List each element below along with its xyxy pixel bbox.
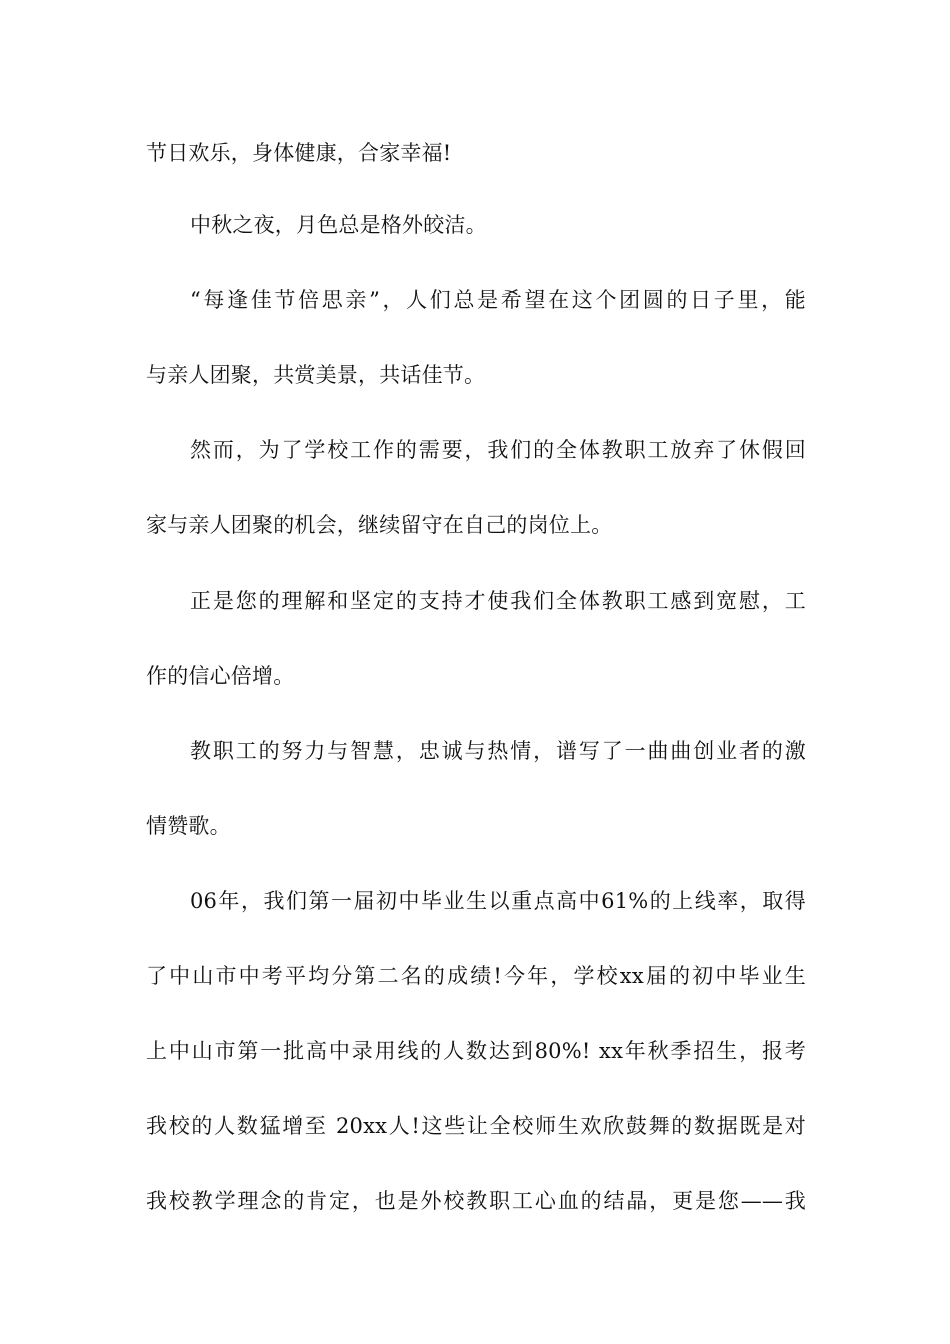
text-line: 我校教学理念的肯定，也是外校教职工心血的结晶，更是您——我 [146,1189,806,1213]
text-line: 上中山市第一批高中录用线的人数达到80%! xx年秋季招生，报考 [146,1039,806,1063]
text-line: 我校的人数猛增至 20xx人!这些让全校师生欢欣鼓舞的数据既是对 [146,1114,806,1138]
paragraph-line: “每逢佳节倍思亲”，人们总是希望在这个团圆的日子里，能 [190,288,806,312]
paragraph-line: 正是您的理解和坚定的支持才使我们全体教职工感到宽慰，工 [190,589,806,613]
paragraph-line: 然而，为了学校工作的需要，我们的全体教职工放弃了休假回 [190,438,806,462]
paragraph-line: 教职工的努力与智慧，忠诚与热情，谱写了一曲曲创业者的激 [190,739,806,763]
text-line: 与亲人团聚，共赏美景，共话佳节。 [146,363,486,387]
paragraph-line: 中秋之夜，月色总是格外皎洁。 [190,213,487,237]
text-line: 作的信心倍增。 [146,664,295,688]
paragraph-line: 06年，我们第一届初中毕业生以重点高中61%的上线率，取得 [190,889,806,913]
text-line: 情赞歌。 [146,814,231,838]
text-line: 节日欢乐，身体健康，合家幸福! [146,141,452,165]
text-line: 了中山市中考平均分第二名的成绩!今年，学校xx届的初中毕业生 [146,964,806,988]
text-line: 家与亲人团聚的机会，继续留守在自己的岗位上。 [146,513,613,537]
